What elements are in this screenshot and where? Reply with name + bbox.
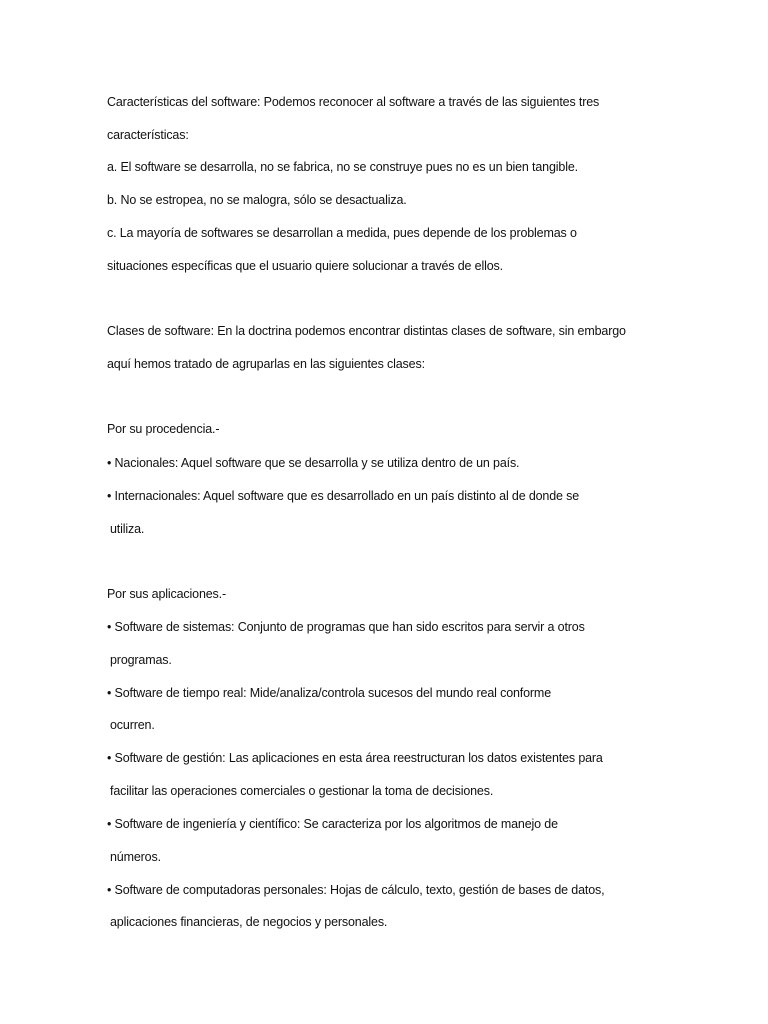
bullet-continuation: programas.: [110, 653, 172, 667]
text-line: aquí hemos tratado de agruparlas en las siguientes clases:: [107, 357, 425, 371]
section-heading: Por su procedencia.-: [107, 422, 220, 436]
text-line: Clases de software: En la doctrina podemos encontrar distintas clases de software, sin embargo: [107, 324, 626, 338]
bullet-continuation: aplicaciones financieras, de negocios y personales.: [110, 915, 388, 929]
bullet-item: • Software de computadoras personales: Hojas de cálculo, texto, gestión de bases de datos,: [107, 883, 605, 897]
text-line: b. No se estropea, no se malogra, sólo se desactualiza.: [107, 193, 407, 207]
text-line: Características del software: Podemos reconocer al software a través de las siguientes tres: [107, 95, 600, 109]
bullet-continuation: utiliza.: [110, 522, 145, 536]
text-line: a. El software se desarrolla, no se fabrica, no se construye pues no es un bien tangible.: [107, 160, 578, 174]
text-line: situaciones específicas que el usuario quiere solucionar a través de ellos.: [107, 259, 503, 273]
bullet-item: • Software de tiempo real: Mide/analiza/controla sucesos del mundo real conforme: [107, 686, 552, 700]
bullet-continuation: facilitar las operaciones comerciales o gestionar la toma de decisiones.: [110, 784, 494, 798]
bullet-item: • Software de gestión: Las aplicaciones en esta área reestructuran los datos existentes para: [107, 751, 603, 765]
bullet-continuation: ocurren.: [110, 718, 155, 732]
bullet-item: • Software de sistemas: Conjunto de programas que han sido escritos para servir a otros: [107, 620, 585, 634]
text-line: características:: [107, 128, 189, 142]
bullet-item: • Internacionales: Aquel software que es desarrollado en un país distinto al de donde se: [107, 489, 580, 503]
section-heading: Por sus aplicaciones.-: [107, 587, 226, 601]
bullet-item: • Software de ingeniería y científico: Se caracteriza por los algoritmos de manejo de: [107, 817, 558, 831]
bullet-continuation: números.: [110, 850, 161, 864]
text-line: c. La mayoría de softwares se desarrollan a medida, pues depende de los problemas o: [107, 226, 577, 240]
bullet-item: • Nacionales: Aquel software que se desarrolla y se utiliza dentro de un país.: [107, 456, 520, 470]
